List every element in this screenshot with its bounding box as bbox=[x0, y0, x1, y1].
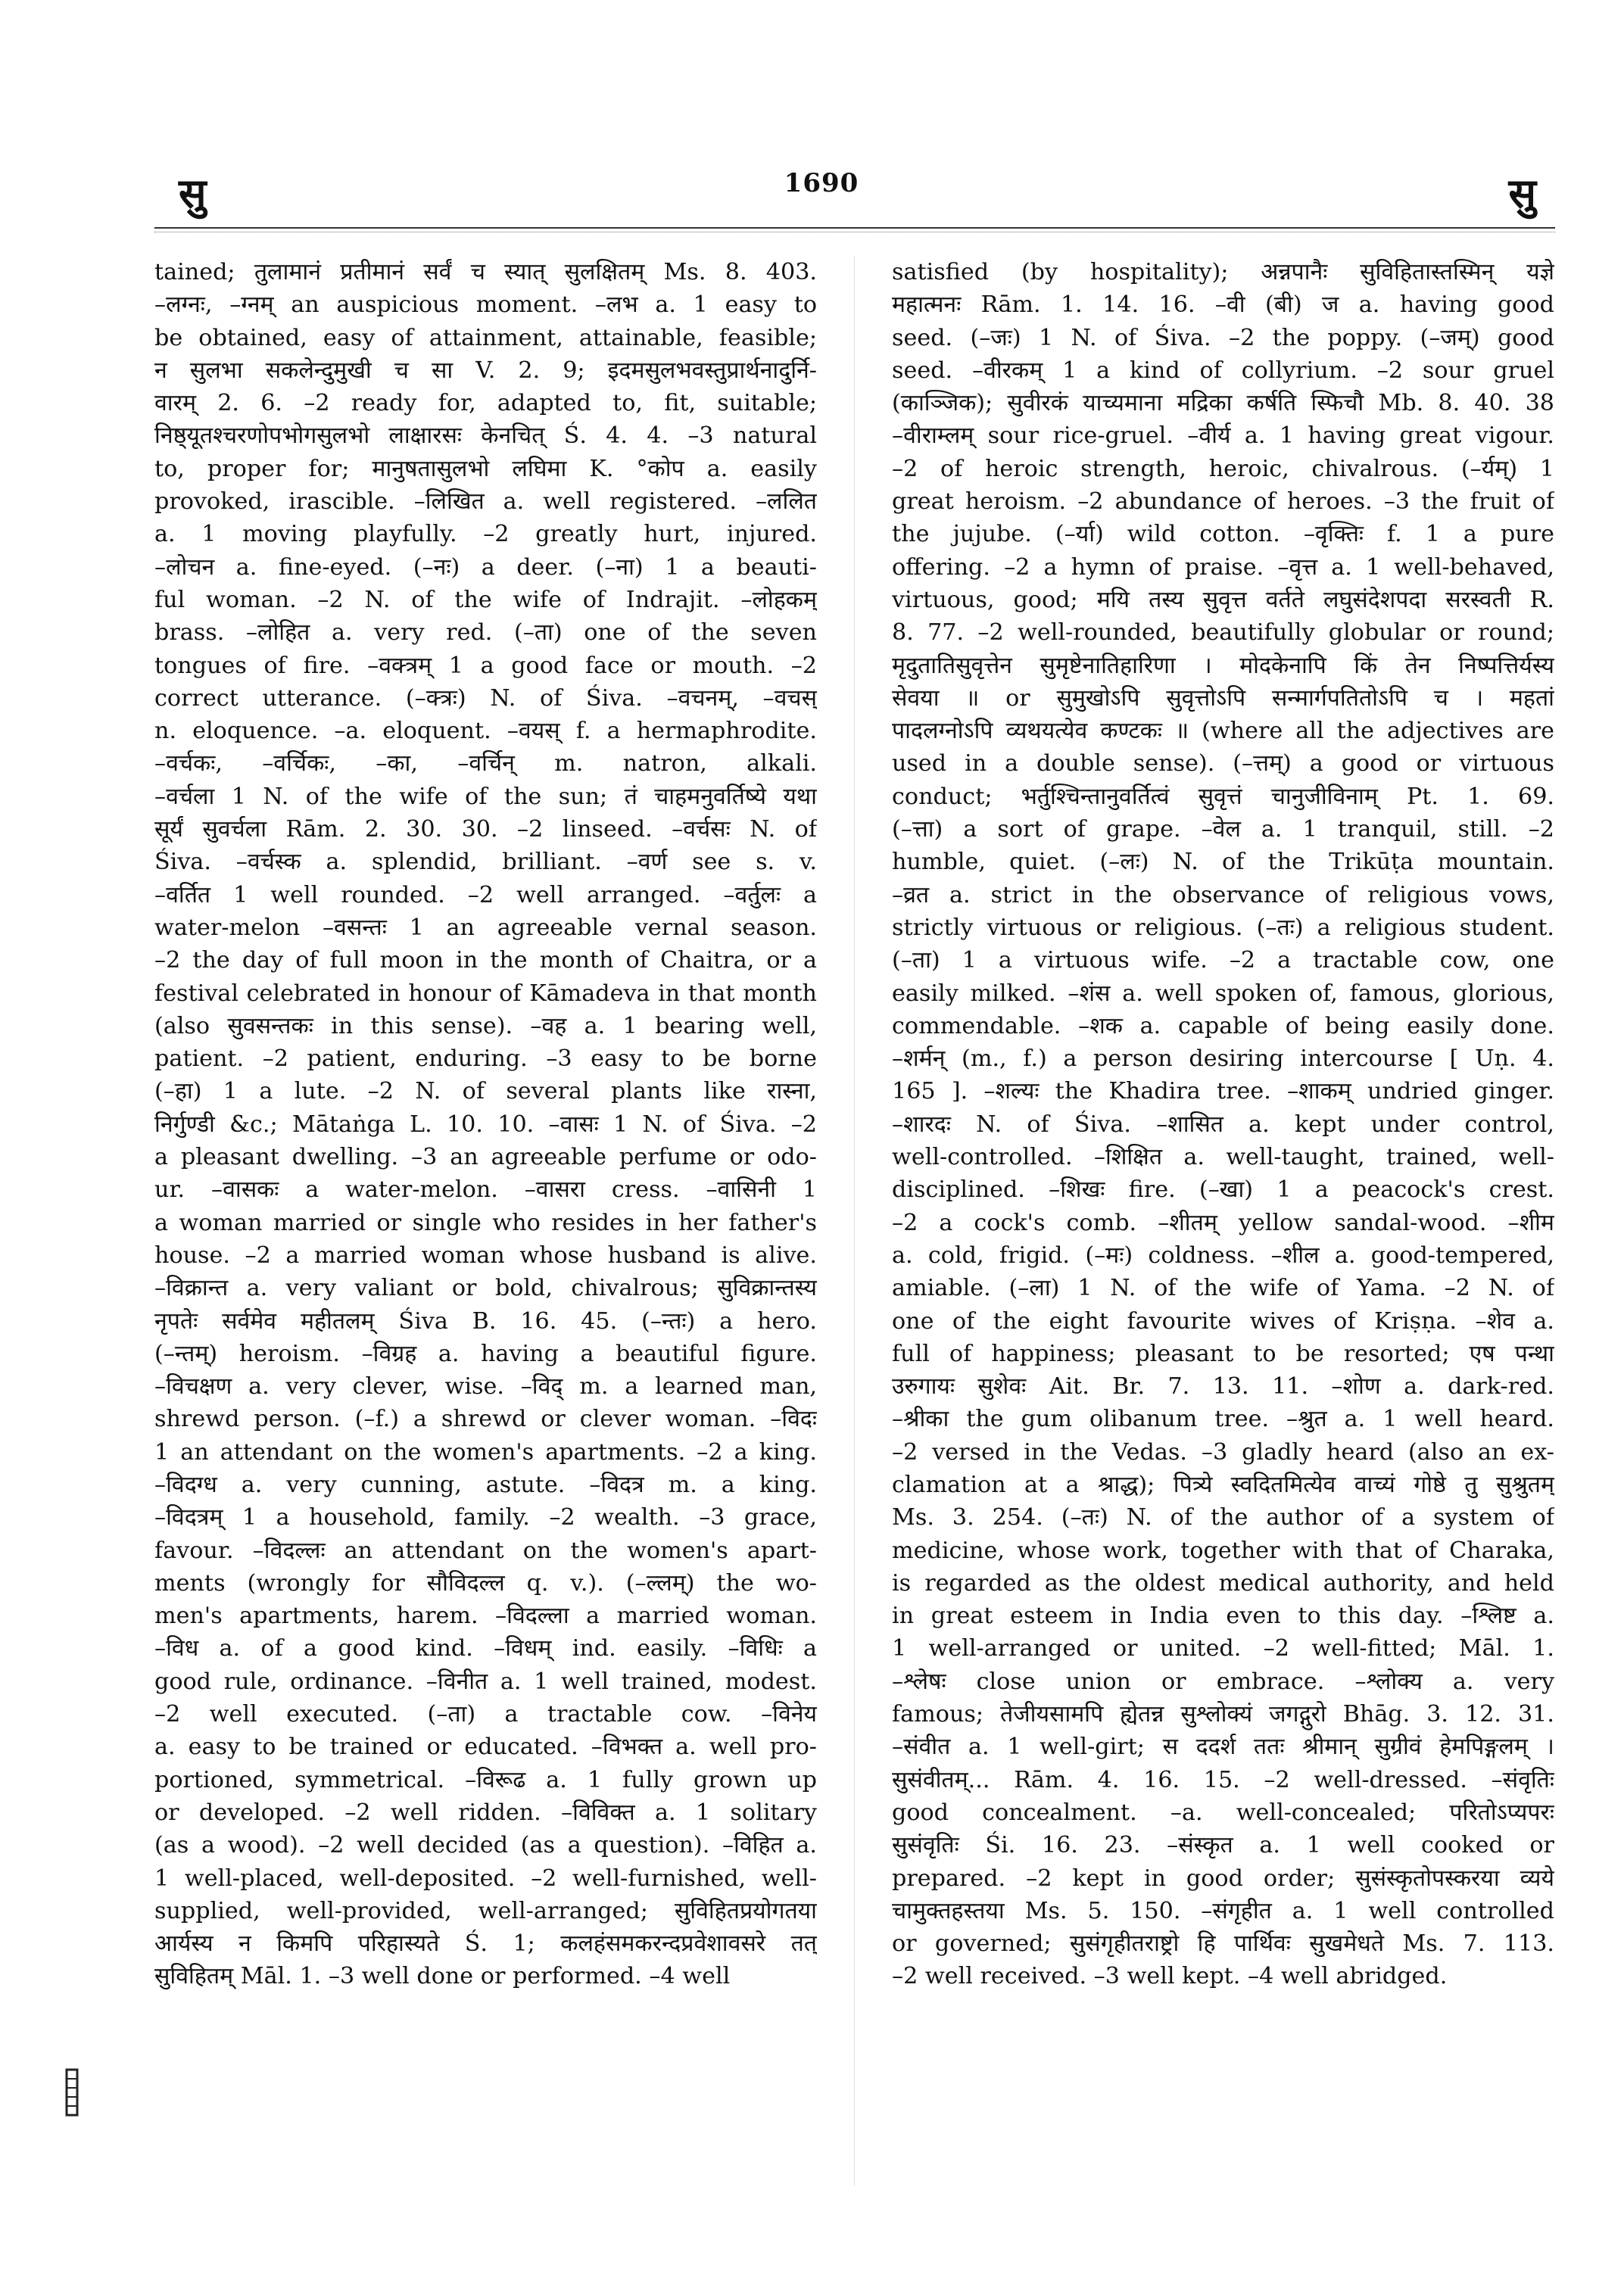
left-column-line: –विध a. of a good kind. –विधम् ind. easily. –विधिः a bbox=[154, 1635, 817, 1662]
right-column-line: (काञ्जिक); सुवीरकं याच्यमाना मद्रिका कर्षति स्फिचौ Mb. 8. 40. 38 bbox=[892, 390, 1554, 417]
left-column-line: a woman married or single who resides in her father's bbox=[154, 1209, 817, 1236]
left-column-line: (as a wood). –2 well decided (as a question). –विहित a. bbox=[154, 1832, 817, 1859]
right-column-line: –वीराम्लम् sour rice-gruel. –वीर्य a. 1 having great vigour. bbox=[892, 422, 1554, 450]
right-column-line: amiable. (–ला) 1 N. of the wife of Yama. –2 N. of bbox=[892, 1275, 1554, 1302]
right-column-line: famous; तेजीयसामपि ह्येतन्न सुश्लोक्यं जगद्गुरो Bhāg. 3. 12. 31. bbox=[892, 1701, 1554, 1728]
left-column-line: ful woman. –2 N. of the wife of Indrajit. –लोहकम् bbox=[154, 586, 817, 613]
margin-binding-mark bbox=[65, 2068, 79, 2117]
right-column-line: –शर्मन् (m., f.) a person desiring intercourse [ Uṇ. 4. bbox=[892, 1045, 1554, 1073]
running-head-left: सु bbox=[179, 169, 207, 217]
right-column-line: उरुगायः सुशेवः Ait. Br. 7. 13. 11. –शोण a. dark-red. bbox=[892, 1373, 1554, 1400]
right-column-line: satisfied (by hospitality); अन्नपानैः सुविहितास्तस्मिन् यज्ञे bbox=[892, 259, 1554, 285]
left-column-line: –विचक्षण a. very clever, wise. –विद् m. a learned man, bbox=[154, 1373, 817, 1400]
running-head-right: सु bbox=[1508, 169, 1536, 217]
right-column-line: –2 a cock's comb. –शीतम् yellow sandal-wood. –शीम bbox=[892, 1209, 1554, 1236]
right-column-line: used in a double sense). (–त्तम्) a good or virtuous bbox=[892, 750, 1554, 777]
left-column-line: brass. –लोहित a. very red. (–ता) one of the seven bbox=[154, 619, 817, 646]
left-column-line: –विदत्रम् 1 a household, family. –2 wealth. –3 grace, bbox=[154, 1504, 817, 1531]
left-column-line: or developed. –2 well ridden. –विविक्त a. 1 solitary bbox=[154, 1799, 817, 1826]
right-column-line: 165 ]. –शल्यः the Khadira tree. –शाकम् undried ginger. bbox=[892, 1078, 1554, 1105]
right-column-line: disciplined. –शिखः fire. (–खा) 1 a peacock's crest. bbox=[892, 1176, 1554, 1204]
left-column-line: to, proper for; मानुषतासुलभो लघिमा K. °कोप a. easily bbox=[154, 455, 817, 482]
left-column-line: –वर्चकः, –वर्चिकः, –का, –वर्चिन् m. natron, alkali. bbox=[154, 750, 817, 777]
right-column-line: in great esteem in India even to this day. –श्लिष्ट a. bbox=[892, 1603, 1554, 1630]
left-column-line: tained; तुलामानं प्रतीमानं सर्वं च स्यात् सुलक्षितम् Ms. 8. 403. bbox=[154, 259, 817, 285]
right-column-line: seed. (–जः) 1 N. of Śiva. –2 the poppy. (–जम्) good bbox=[892, 324, 1554, 351]
right-column-line: मृदुतातिसुवृत्तेन सुमृष्टेनातिहारिणा । मोदकेनापि किं तेन निष्पत्तिर्यस्य bbox=[892, 652, 1554, 679]
right-column-line: चामुक्तहस्तया Ms. 5. 150. –संगृहीत a. 1 well controlled bbox=[892, 1897, 1554, 1924]
right-column-line: seed. –वीरकम् 1 a kind of collyrium. –2 sour gruel bbox=[892, 357, 1554, 384]
right-column-line: Ms. 3. 254. (–तः) N. of the author of a system of bbox=[892, 1504, 1554, 1531]
left-column-line: water-melon –वसन्तः 1 an agreeable vernal season. bbox=[154, 914, 817, 941]
left-column-line: supplied, well-provided, well-arranged; सुविहितप्रयोगतया bbox=[154, 1897, 817, 1924]
right-column-line: clamation at a श्राद्ध); पित्र्ये स्वदितमित्येव वाच्यं गोष्ठे तु सुश्रुतम् bbox=[892, 1471, 1554, 1498]
left-column-line: 1 well-placed, well-deposited. –2 well-furnished, well- bbox=[154, 1865, 817, 1892]
right-column-line: a. cold, frigid. (–मः) coldness. –शील a. good-tempered, bbox=[892, 1242, 1554, 1269]
right-column-line: humble, quiet. (–लः) N. of the Trikūṭa mountain. bbox=[892, 849, 1554, 876]
right-column-line: –शारदः N. of Śiva. –शासित a. kept under control, bbox=[892, 1111, 1554, 1138]
left-column-line: 1 an attendant on the women's apartments. –2 a king. bbox=[154, 1438, 817, 1466]
right-column-line: offering. –2 a hymn of praise. –वृत्त a. 1 well-behaved, bbox=[892, 553, 1554, 581]
right-column-line: conduct; भर्तुश्चिन्तानुवर्तित्वं सुवृत्तं चानुजीविनाम् Pt. 1. 69. bbox=[892, 783, 1554, 810]
right-column-line: (–ता) 1 a virtuous wife. –2 a tractable cow, one bbox=[892, 947, 1554, 974]
right-column-line: 8. 77. –2 well-rounded, beautifully globular or round; bbox=[892, 619, 1554, 646]
right-column-line: सुसंवीतम्... Rām. 4. 16. 15. –2 well-dressed. –संवृतिः bbox=[892, 1766, 1554, 1793]
left-column-line: house. –2 a married woman whose husband is alive. bbox=[154, 1242, 817, 1269]
right-column-line: पादलग्नोऽपि व्यथयत्येव कण्टकः ॥ (where all the adjectives are bbox=[892, 718, 1554, 745]
right-column bbox=[892, 256, 1554, 1993]
left-column-line: portioned, symmetrical. –विरूढ a. 1 fully grown up bbox=[154, 1766, 817, 1793]
left-column-line: सूर्यं सुवर्चला Rām. 2. 30. 30. –2 linseed. –वर्चसः N. of bbox=[154, 816, 817, 843]
right-column-line: –2 versed in the Vedas. –3 gladly heard (also an ex- bbox=[892, 1438, 1554, 1466]
left-column-line: –वर्तित 1 well rounded. –2 well arranged. –वर्तुलः a bbox=[154, 881, 817, 908]
left-column-line: –2 well executed. (–ता) a tractable cow. –विनेय bbox=[154, 1701, 817, 1728]
left-column-line: shrewd person. (–f.) a shrewd or clever woman. –विदः bbox=[154, 1406, 817, 1433]
left-column-line: Śiva. –वर्चस्क a. splendid, brilliant. –वर्ण see s. v. bbox=[154, 849, 817, 876]
right-column-line: महात्मनः Rām. 1. 14. 16. –वी (बी) ज a. having good bbox=[892, 291, 1554, 319]
left-column-line: patient. –2 patient, enduring. –3 easy to be borne bbox=[154, 1045, 817, 1073]
right-column-line: –संवीत a. 1 well-girt; स ददर्श ततः श्रीमान् सुग्रीवं हेमपिङ्गलम् । bbox=[892, 1734, 1554, 1761]
left-column-line: वारम् 2. 6. –2 ready for, adapted to, fit, suitable; bbox=[154, 390, 817, 417]
left-column-line: ur. –वासकः a water-melon. –वासरा cress. –वासिनी 1 bbox=[154, 1176, 817, 1204]
left-column-line: ments (wrongly for सौविदल्ल q. v.). (–ल्लम्) the wo- bbox=[154, 1569, 817, 1597]
page-number: 1690 bbox=[784, 168, 859, 198]
left-column-line: नृपतेः सर्वमेव महीतलम् Śiva B. 16. 45. (–न्तः) a hero. bbox=[154, 1307, 817, 1335]
right-column-line: the jujube. (–र्या) wild cotton. –वृक्तिः f. 1 a pure bbox=[892, 521, 1554, 548]
left-column-line: न सुलभा सकलेन्दुमुखी च सा V. 2. 9; इदमसुलभवस्तुप्रार्थनादुर्नि- bbox=[154, 357, 817, 384]
left-column-line: निष्ठ्यूतश्चरणोपभोगसुलभो लाक्षारसः केनचित् Ś. 4. 4. –3 natural bbox=[154, 422, 817, 450]
left-column-line: निर्गुण्डी &c.; Mātaṅga L. 10. 10. –वासः 1 N. of Śiva. –2 bbox=[154, 1111, 817, 1138]
right-column-line: well-controlled. –शिक्षित a. well-taught, trained, well- bbox=[892, 1144, 1554, 1171]
right-column-line: or governed; सुसंगृहीतराष्ट्रो हि पार्थिवः सुखमेधते Ms. 7. 113. bbox=[892, 1930, 1554, 1958]
left-column-line: –2 the day of full moon in the month of Chaitra, or a bbox=[154, 947, 817, 974]
header-rule bbox=[154, 227, 1555, 229]
right-column-line: prepared. –2 kept in good order; सुसंस्कृतोपस्करया व्यये bbox=[892, 1865, 1554, 1892]
right-column-line: medicine, whose work, together with that of Charaka, bbox=[892, 1537, 1554, 1564]
right-column-line: –श्लेषः close union or embrace. –श्लोक्य a. very bbox=[892, 1668, 1554, 1695]
left-column-line: a pleasant dwelling. –3 an agreeable perfume or odo- bbox=[154, 1144, 817, 1171]
left-column-line: –विक्रान्त a. very valiant or bold, chivalrous; सुविक्रान्तस्य bbox=[154, 1275, 817, 1302]
right-column-line: (–त्ता) a sort of grape. –वेल a. 1 tranquil, still. –2 bbox=[892, 816, 1554, 843]
right-column-line: great heroism. –2 abundance of heroes. –3 the fruit of bbox=[892, 488, 1554, 516]
left-column-line: correct utterance. (–क्त्रः) N. of Śiva. –वचनम्, –वचस् bbox=[154, 684, 817, 712]
right-column-line: is regarded as the oldest medical authority, and held bbox=[892, 1569, 1554, 1597]
left-column-line: good rule, ordinance. –विनीत a. 1 well trained, modest. bbox=[154, 1668, 817, 1695]
left-column-line: tongues of fire. –वक्त्रम् 1 a good face or mouth. –2 bbox=[154, 652, 817, 679]
left-column-line: (also सुवसन्तकः in this sense). –वह a. 1 bearing well, bbox=[154, 1012, 817, 1039]
right-column-line: full of happiness; pleasant to be resorted; एष पन्था bbox=[892, 1340, 1554, 1367]
left-column-line: be obtained, easy of attainment, attainable, feasible; bbox=[154, 324, 817, 351]
left-column-line: (–न्तम्) heroism. –विग्रह a. having a beautiful figure. bbox=[154, 1340, 817, 1367]
right-column-line: one of the eight favourite wives of Kriṣṇa. –शेव a. bbox=[892, 1307, 1554, 1335]
right-column-line: सुसंवृतिः Śi. 16. 23. –संस्कृत a. 1 well cooked or bbox=[892, 1832, 1554, 1859]
right-column-line: –श्रीका the gum olibanum tree. –श्रुत a. 1 well heard. bbox=[892, 1406, 1554, 1433]
left-column-line: favour. –विदल्लः an attendant on the women's apart- bbox=[154, 1537, 817, 1564]
left-column-line: आर्यस्य न किमपि परिहास्यते Ś. 1; कलहंसमकरन्दप्रवेशावसरे तत् bbox=[154, 1930, 817, 1958]
left-column-line: a. easy to be trained or educated. –विभक्त a. well pro- bbox=[154, 1734, 817, 1761]
right-column-line: –2 well received. –3 well kept. –4 well abridged. bbox=[892, 1963, 1448, 1990]
left-column bbox=[154, 256, 817, 1993]
left-column-line: n. eloquence. –a. eloquent. –वयस् f. a hermaphrodite. bbox=[154, 718, 817, 745]
left-column-line: festival celebrated in honour of Kāmadeva in that month bbox=[154, 980, 817, 1007]
right-column-line: easily milked. –शंस a. well spoken of, famous, glorious, bbox=[892, 980, 1554, 1007]
right-column-line: commendable. –शक a. capable of being easily done. bbox=[892, 1012, 1554, 1039]
right-column-line: virtuous, good; मयि तस्य सुवृत्त वर्तते लघुसंदेशपदा सरस्वती R. bbox=[892, 586, 1554, 613]
left-column-line: provoked, irascible. –लिखित a. well registered. –ललित bbox=[154, 488, 817, 516]
left-column-line: –विदग्ध a. very cunning, astute. –विदत्र m. a king. bbox=[154, 1471, 817, 1498]
right-column-line: –2 of heroic strength, heroic, chivalrous. (–र्यम्) 1 bbox=[892, 455, 1554, 482]
column-gutter bbox=[854, 256, 855, 2186]
right-column-line: सेवया ॥ or सुमुखोऽपि सुवृत्तोऽपि सन्मार्गपतितोऽपि च । महतां bbox=[892, 684, 1554, 712]
left-column-line: –लोचन a. fine-eyed. (–नः) a deer. (–ना) 1 a beauti- bbox=[154, 553, 817, 581]
left-column-line: men's apartments, harem. –विदल्ला a married woman. bbox=[154, 1603, 817, 1630]
right-column-line: strictly virtuous or religious. (–तः) a religious student. bbox=[892, 914, 1554, 941]
left-column-line: –वर्चला 1 N. of the wife of the sun; तं चाहमनुवर्तिष्ये यथा bbox=[154, 783, 817, 810]
right-column-line: 1 well-arranged or united. –2 well-fitted; Māl. 1. bbox=[892, 1635, 1554, 1662]
right-column-line: good concealment. –a. well-concealed; परितोऽप्यपरः bbox=[892, 1799, 1554, 1826]
left-column-line: सुविहितम् Māl. 1. –3 well done or performed. –4 well bbox=[154, 1963, 731, 1990]
left-column-line: (–हा) 1 a lute. –2 N. of several plants like रास्ना, bbox=[154, 1078, 817, 1105]
left-column-line: –लग्नः, –ग्नम् an auspicious moment. –लभ a. 1 easy to bbox=[154, 291, 817, 319]
right-column-line: –व्रत a. strict in the observance of religious vows, bbox=[892, 881, 1554, 908]
left-column-line: a. 1 moving playfully. –2 greatly hurt, injured. bbox=[154, 521, 817, 548]
